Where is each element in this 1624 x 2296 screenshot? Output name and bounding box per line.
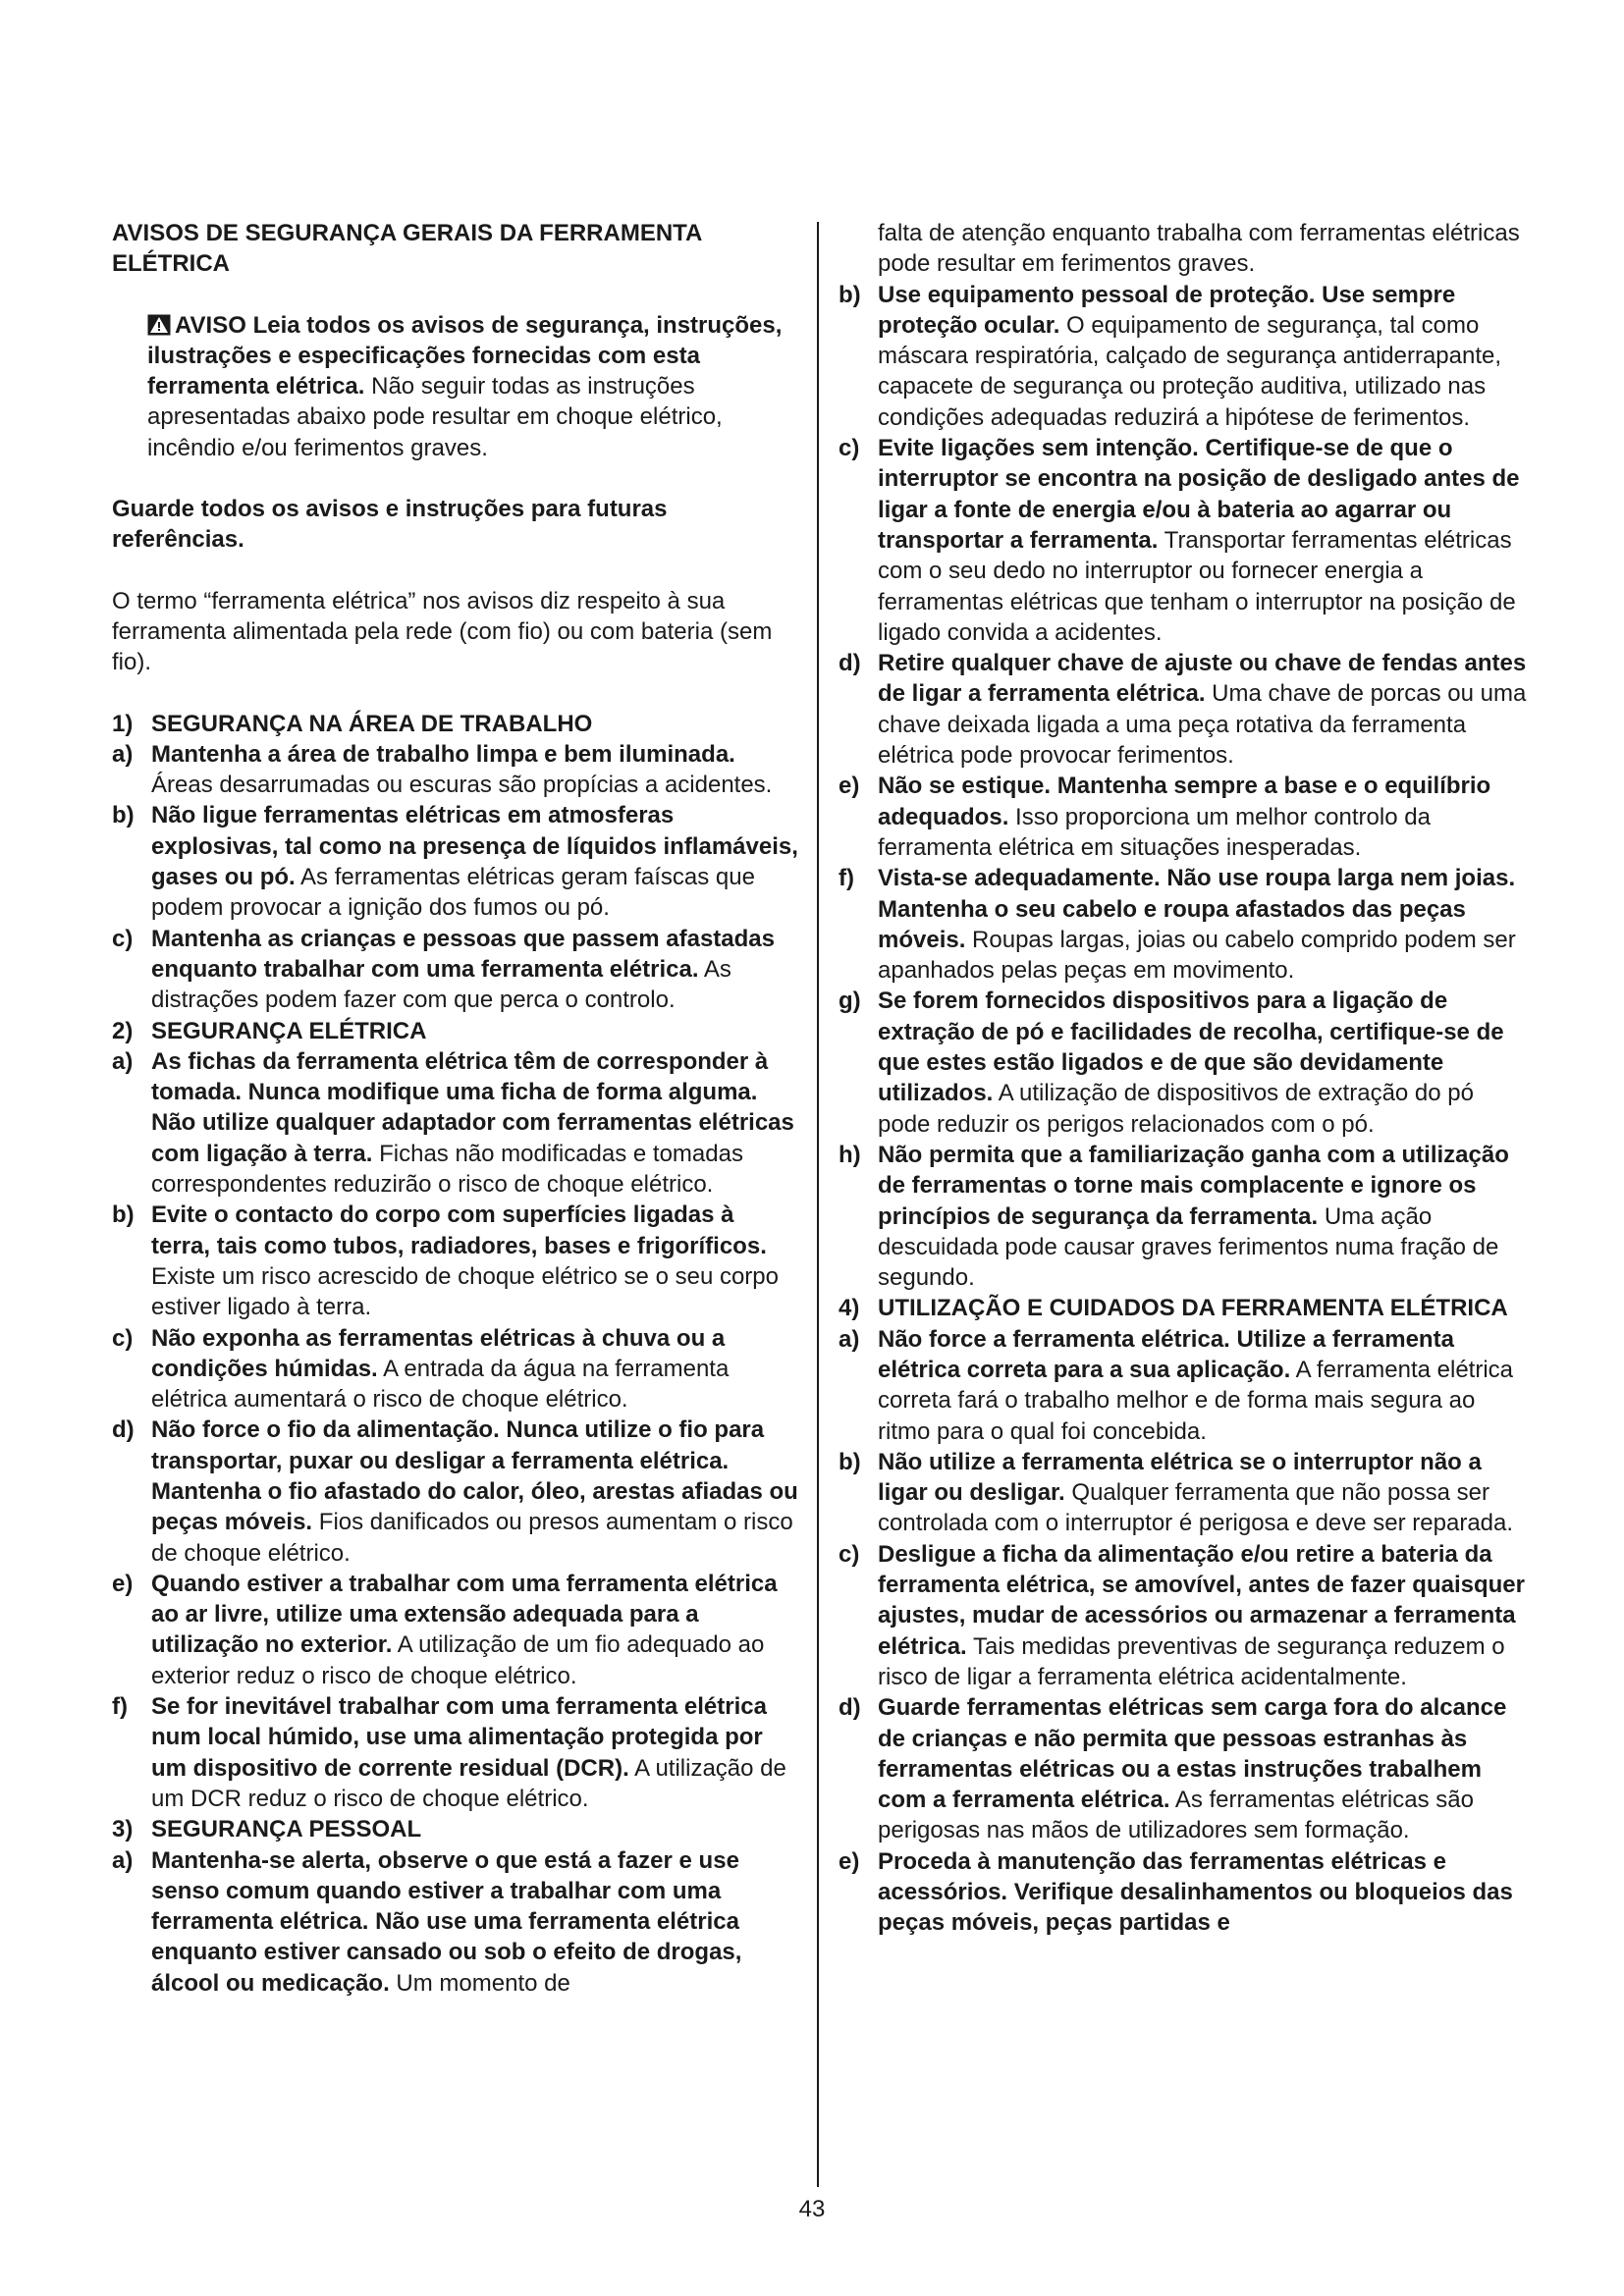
section-title: SEGURANÇA PESSOAL [151, 1816, 422, 1843]
item-text: A ferramenta elétrica correta fará o trabalho melhor e de forma mais segura ao ritmo para o qual foi concebida. [878, 1356, 1514, 1445]
item-text: Existe um risco acrescido de choque elétrico se o seu corpo estiver ligado à terra. [151, 1262, 779, 1321]
item-label: d) [839, 650, 861, 677]
item-bold-text: Evite o contacto do corpo com superfícies ligadas à terra, tais como tubos, radiadores, bases e frigoríficos. [151, 1201, 767, 1259]
section-number: 1) [112, 710, 134, 737]
item-label: c) [839, 1540, 860, 1568]
list-item [839, 1692, 1528, 1845]
item-text: Fios danificados ou presos aumentam o risco de choque elétrico. [151, 1509, 793, 1567]
item-text: As ferramentas elétricas geram faíscas que podem provocar a ignição dos fumos ou pó. [151, 864, 755, 922]
list-item [112, 739, 799, 801]
warning-text: Não seguir todas as instruções apresentadas abaixo pode resultar em choque elétrico, incêndio e/ou ferimentos graves. [147, 373, 723, 461]
list-item [839, 433, 1528, 648]
item-bold-text: Não force o fio da alimentação. Nunca utilize o fio para transportar, puxar ou desligar a ferramenta elétrica. Mantenha o fio afastado do calor, óleo, arestas afiadas ou peças móveis. [151, 1416, 798, 1536]
left-sections [112, 709, 799, 1999]
item-bold-text: Use equipamento pessoal de proteção. Use sempre proteção ocular. [878, 281, 1456, 339]
item-label: b) [112, 1201, 135, 1229]
item-label: e) [839, 1847, 860, 1875]
section-title: SEGURANÇA ELÉTRICA [151, 1017, 427, 1044]
item-bold-text: Quando estiver a trabalhar com uma ferramenta elétrica ao ar livre, utilize uma extensão adequada para a utilização no exterior. [151, 1570, 778, 1659]
item-label: a) [112, 740, 134, 768]
section-heading [839, 1293, 1528, 1323]
item-text: A utilização de dispositivos de extração do pó pode reduzir os perigos relacionados com o pó. [878, 1080, 1474, 1138]
item-bold-text: Vista-se adequadamente. Não use roupa larga nem joias. Mantenha o seu cabelo e roupa afastados das peças móveis. [878, 865, 1516, 953]
list-item [112, 1845, 799, 1999]
list-item [839, 280, 1528, 433]
item-bold-text: Não se estique. Mantenha sempre a base e o equilíbrio adequados. [878, 773, 1491, 830]
item-label: c) [112, 1324, 134, 1352]
item-label: e) [112, 1570, 134, 1597]
list-item [839, 1447, 1528, 1539]
section-title: UTILIZAÇÃO E CUIDADOS DA FERRAMENTA ELÉTRICA [878, 1295, 1508, 1322]
main-heading: AVISOS DE SEGURANÇA GERAIS DA FERRAMENTA ELÉTRICA [112, 220, 702, 278]
left-column [112, 218, 799, 1999]
item-text: Fichas não modificadas e tomadas correspondentes reduzirão o risco de choque elétrico. [151, 1140, 743, 1199]
list-item [112, 1046, 799, 1200]
warning-bold-text: AVISO Leia todos os avisos de segurança, instruções, ilustrações e especificações fornecidas com esta ferramenta elétrica. [147, 311, 783, 400]
item-bold-text: As fichas da ferramenta elétrica têm de corresponder à tomada. Nunca modifique uma ficha de forma alguma. Não utilize qualquer adaptador com ferramentas elétricas com ligação à terra. [151, 1047, 794, 1167]
item-label: b) [839, 281, 861, 308]
list-item [112, 1200, 799, 1322]
item-label: c) [112, 925, 134, 952]
section-title: SEGURANÇA NA ÁREA DE TRABALHO [151, 710, 593, 737]
item-text: As ferramentas elétricas são perigosas nas mãos de utilizadores sem formação. [878, 1787, 1474, 1844]
item-label: d) [112, 1416, 135, 1444]
list-item [112, 800, 799, 923]
list-item [112, 1323, 799, 1415]
section-number: 2) [112, 1017, 134, 1044]
item-text: As distrações podem fazer com que perca o controlo. [151, 955, 731, 1014]
section-heading [112, 1814, 799, 1844]
warning-paragraph [112, 310, 795, 463]
section-heading [112, 709, 799, 739]
item-text: Tais medidas preventivas de segurança reduzem o risco de ligar a ferramenta elétrica acidentalmente. [878, 1632, 1505, 1690]
item-label: b) [839, 1448, 861, 1475]
right-sections [839, 280, 1528, 1939]
right-column [839, 218, 1528, 1939]
item-text: Uma ação descuidada pode causar graves ferimentos numa fração de segundo. [878, 1202, 1499, 1292]
item-text: A utilização de um DCR reduz o risco de choque elétrico. [151, 1754, 786, 1812]
item-text: Áreas desarrumadas ou escuras são propícias a acidentes. [151, 772, 773, 799]
item-label: a) [839, 1325, 860, 1353]
continuation-paragraph: falta de atenção enquanto trabalha com ferramentas elétricas pode resultar em ferimentos graves. [878, 220, 1520, 278]
list-item [839, 863, 1528, 986]
item-bold-text: Não force a ferramenta elétrica. Utilize a ferramenta elétrica correta para a sua aplicação. [878, 1325, 1454, 1383]
list-item [839, 1846, 1528, 1939]
item-bold-text: Não ligue ferramentas elétricas em atmosferas explosivas, tal como na presença de líquidos inflamáveis, gases ou pó. [151, 802, 798, 891]
item-text: A utilização de um fio adequado ao exterior reduz o risco de choque elétrico. [151, 1631, 765, 1689]
item-bold-text: Mantenha as crianças e pessoas que passem afastadas enquanto trabalhar com uma ferramenta elétrica. [151, 925, 775, 983]
column-divider [817, 222, 819, 2187]
item-label: g) [839, 988, 861, 1015]
item-label: b) [112, 802, 135, 829]
item-bold-text: Retire qualquer chave de ajuste ou chave de fendas antes de ligar a ferramenta elétrica. [878, 650, 1527, 708]
item-label: a) [112, 1846, 134, 1874]
item-label: c) [839, 435, 860, 462]
item-text: Transportar ferramentas elétricas com o seu dedo no interruptor ou fornecer energia a ferramentas elétricas que tenham o interruptor na posição de ligado convida a acidentes. [878, 526, 1516, 646]
item-bold-text: Se forem fornecidos dispositivos para a ligação de extração de pó e facilidades de recolha, certifique-se de que estes estão ligados e de que são devidamente utilizados. [878, 988, 1504, 1107]
list-item [112, 924, 799, 1016]
item-label: f) [112, 1693, 128, 1721]
item-bold-text: Guarde ferramentas elétricas sem carga fora do alcance de crianças e não permita que pessoas estranhas às ferramentas elétricas ou a estas instruções trabalhem com a ferramenta elétrica. [878, 1694, 1507, 1814]
section-heading [112, 1016, 799, 1046]
item-bold-text: Se for inevitável trabalhar com uma ferramenta elétrica num local húmido, use uma alimentação protegida por um dispositivo de corrente residual (DCR). [151, 1693, 767, 1782]
item-bold-text: Mantenha a área de trabalho limpa e bem iluminada. [151, 740, 735, 768]
list-item [112, 1691, 799, 1814]
item-text: Qualquer ferramenta que não possa ser controlada com o interruptor é perigosa e deve ser reparada. [878, 1479, 1514, 1537]
item-label: a) [112, 1047, 134, 1075]
item-text: Roupas largas, joias ou cabelo comprido podem ser apanhados pelas peças em movimento. [878, 926, 1516, 985]
item-text: Um momento de [389, 1969, 570, 1997]
list-item [839, 1324, 1528, 1447]
item-label: h) [839, 1141, 861, 1168]
item-label: d) [839, 1694, 861, 1722]
item-text: Isso proporciona um melhor controlo da ferramenta elétrica em situações inesperadas. [878, 803, 1431, 861]
item-text: A entrada da água na ferramenta elétrica aumentará o risco de choque elétrico. [151, 1355, 730, 1414]
item-bold-text: Mantenha-se alerta, observe o que está a fazer e use senso comum quando estiver a trabalhar com uma ferramenta elétrica. Não use uma ferramenta elétrica enquanto estiver cansado ou sob o efeito de drogas, álcool ou medicação. [151, 1846, 742, 1997]
list-item [839, 771, 1528, 863]
list-item [112, 1569, 799, 1691]
item-bold-text: Proceda à manutenção das ferramentas elétricas e acessórios. Verifique desalinhamentos ou bloqueios das peças móveis, peças partidas e [878, 1847, 1513, 1937]
list-item [112, 1415, 799, 1568]
item-text: Uma chave de porcas ou uma chave deixada ligada a uma peça rotativa da ferramenta elétrica pode provocar ferimentos. [878, 680, 1527, 770]
term-paragraph: O termo “ferramenta elétrica” nos avisos diz respeito à sua ferramenta alimentada pela rede (com fio) ou com bateria (sem fio). [112, 587, 773, 676]
section-number: 3) [112, 1816, 134, 1843]
list-item [839, 986, 1528, 1139]
item-bold-text: Não permita que a familiarização ganha com a utilização de ferramentas o torne mais complacente e ignore os princípios de segurança da ferramenta. [878, 1141, 1509, 1230]
item-bold-text: Não utilize a ferramenta elétrica se o interruptor não a ligar ou desligar. [878, 1448, 1482, 1507]
list-item [839, 1539, 1528, 1692]
page-number: 43 [798, 2196, 826, 2222]
item-bold-text: Não exponha as ferramentas elétricas à chuva ou a condições húmidas. [151, 1324, 726, 1382]
warning-triangle-icon [147, 314, 171, 336]
keep-instructions-heading: Guarde todos os avisos e instruções para futuras referências. [112, 496, 668, 554]
list-item [839, 1140, 1528, 1293]
item-text: O equipamento de segurança, tal como máscara respiratória, calçado de segurança antiderrapante, capacete de segurança ou proteção auditiva, utilizado nas condições adequadas reduzirá a hipótese de ferimentos. [878, 311, 1502, 431]
item-label: f) [839, 865, 854, 892]
item-label: e) [839, 773, 860, 800]
list-item [839, 648, 1528, 771]
item-bold-text: Desligue a ficha da alimentação e/ou retire a bateria da ferramenta elétrica, se amovível, antes de fazer quaisquer ajustes, mudar de acessórios ou armazenar a ferramenta elétrica. [878, 1540, 1525, 1660]
section-number: 4) [839, 1295, 860, 1322]
item-bold-text: Evite ligações sem intenção. Certifique-se de que o interruptor se encontra na posição de desligado antes de ligar a fonte de energia e/ou à bateria ao agarrar ou transportar a ferramenta. [878, 435, 1520, 554]
